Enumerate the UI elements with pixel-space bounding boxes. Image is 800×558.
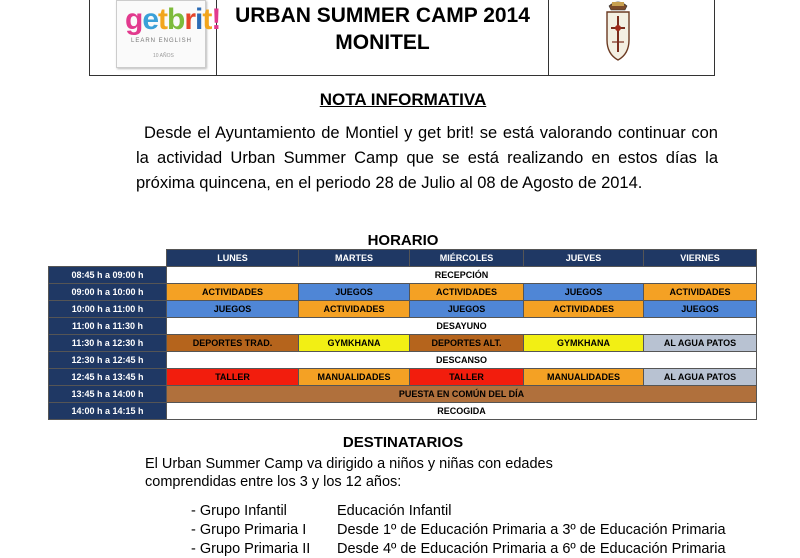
- activity-cell: DEPORTES ALT.: [410, 335, 524, 352]
- group-primaria-1-desc: Desde 1º de Educación Primaria a 3º de Educación Primaria: [337, 522, 726, 538]
- activity-span-cell: RECOGIDA: [167, 403, 757, 420]
- nota-paragraph: [136, 121, 718, 196]
- logo-cell: [90, 0, 221, 75]
- activity-cell: GYMKHANA: [524, 335, 644, 352]
- logo-tagline: LEARN ENGLISH: [131, 38, 193, 44]
- schedule-corner: [49, 250, 167, 267]
- schedule-row: [49, 267, 757, 284]
- activity-cell: GYMKHANA: [299, 335, 410, 352]
- activity-cell: ACTIVIDADES: [299, 301, 410, 318]
- activity-cell: ACTIVIDADES: [524, 301, 644, 318]
- activity-cell: MANUALIDADES: [524, 369, 644, 386]
- document-header: [89, 0, 715, 76]
- schedule-table: [48, 249, 757, 420]
- schedule-row: [49, 386, 757, 403]
- time-slot: 13:45 h a 14:00 h: [49, 386, 167, 403]
- title-cell: [217, 0, 549, 75]
- crest-cell: [549, 0, 714, 75]
- activity-cell: JUEGOS: [644, 301, 757, 318]
- nota-text: Desde el Ayuntamiento de Montiel y get brit! se está valorando continuar con la actividad Urban Summer Camp que se está realizando en estos días la próxima quincena, en el periodo 28 de Julio al 08 de Agosto de 2014.: [136, 124, 718, 192]
- activity-cell: ACTIVIDADES: [644, 284, 757, 301]
- horario-heading: HORARIO: [367, 232, 439, 249]
- municipal-crest-icon: [603, 0, 633, 64]
- document-title: URBAN SUMMER CAMP 2014: [235, 4, 530, 27]
- group-primaria-1-name: - Grupo Primaria I: [191, 522, 307, 538]
- activity-cell: MANUALIDADES: [299, 369, 410, 386]
- activity-cell: DEPORTES TRAD.: [167, 335, 299, 352]
- day-header: LUNES: [167, 250, 299, 267]
- logo-footer: 10 AÑOS: [153, 53, 174, 59]
- activity-span-cell: DESAYUNO: [167, 318, 757, 335]
- day-header: JUEVES: [524, 250, 644, 267]
- nota-informativa-heading: NOTA INFORMATIVA: [319, 90, 487, 109]
- destinatarios-heading: DESTINATARIOS: [342, 434, 464, 451]
- time-slot: 11:30 h a 12:30 h: [49, 335, 167, 352]
- time-slot: 10:00 h a 11:00 h: [49, 301, 167, 318]
- activity-cell: TALLER: [167, 369, 299, 386]
- time-slot: 12:45 h a 13:45 h: [49, 369, 167, 386]
- activity-span-cell: PUESTA EN COMÚN DEL DÍA: [167, 386, 757, 403]
- activity-cell: JUEGOS: [167, 301, 299, 318]
- activity-span-cell: DESCANSO: [167, 352, 757, 369]
- activity-cell: ACTIVIDADES: [167, 284, 299, 301]
- schedule-row: [49, 369, 757, 386]
- day-header: MARTES: [299, 250, 410, 267]
- activity-span-cell: RECEPCIÓN: [167, 267, 757, 284]
- activity-cell: ACTIVIDADES: [410, 284, 524, 301]
- activity-cell: TALLER: [410, 369, 524, 386]
- schedule-row: [49, 335, 757, 352]
- document-subtitle: MONITEL: [335, 31, 430, 54]
- schedule-row: [49, 352, 757, 369]
- schedule-row: [49, 284, 757, 301]
- activity-cell: AL AGUA PATOS: [644, 335, 757, 352]
- schedule-row: [49, 403, 757, 420]
- schedule-header-row: [49, 250, 757, 267]
- day-header: MIÉRCOLES: [410, 250, 524, 267]
- group-primaria-2-desc: Desde 4º de Educación Primaria a 6º de Educación Primaria: [337, 541, 726, 557]
- time-slot: 11:00 h a 11:30 h: [49, 318, 167, 335]
- activity-cell: AL AGUA PATOS: [644, 369, 757, 386]
- schedule-row: [49, 301, 757, 318]
- activity-cell: JUEGOS: [524, 284, 644, 301]
- group-primaria-2-name: - Grupo Primaria II: [191, 541, 311, 557]
- activity-cell: JUEGOS: [299, 284, 410, 301]
- logo-wordmark: getbrit!: [125, 3, 221, 36]
- time-slot: 12:30 h a 12:45 h: [49, 352, 167, 369]
- activity-cell: JUEGOS: [410, 301, 524, 318]
- schedule-row: [49, 318, 757, 335]
- time-slot: 09:00 h a 10:00 h: [49, 284, 167, 301]
- group-infantil-name: - Grupo Infantil: [191, 503, 287, 519]
- time-slot: 08:45 h a 09:00 h: [49, 267, 167, 284]
- destinatarios-text: El Urban Summer Camp va dirigido a niños y niñas con edades comprendidas entre los 3 y los 12 años:: [145, 456, 553, 490]
- getbrit-logo: [116, 0, 221, 68]
- time-slot: 14:00 h a 14:15 h: [49, 403, 167, 420]
- group-infantil-desc: Educación Infantil: [337, 503, 452, 519]
- day-header: VIERNES: [644, 250, 757, 267]
